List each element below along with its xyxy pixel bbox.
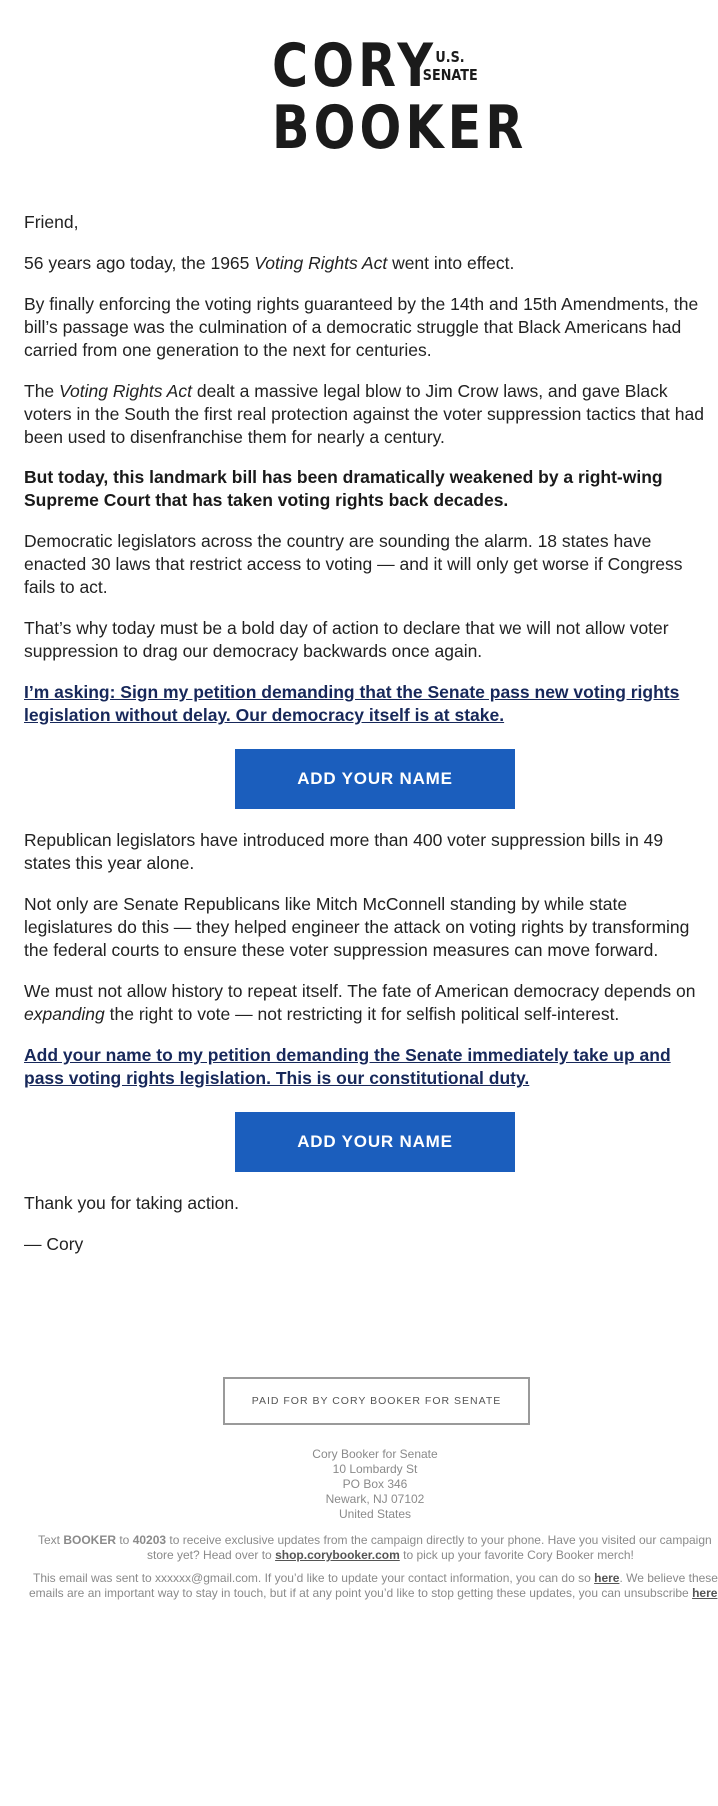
add-your-name-button-2[interactable]: ADD YOUR NAME bbox=[235, 1112, 515, 1172]
paragraph-8-line-3: the federal courts to ensure these voter suppression measures can move forward. bbox=[24, 940, 659, 960]
paragraph-5-line-1: Democratic legislators across the country are sounding the alarm. 18 states have bbox=[24, 531, 652, 551]
paragraph-9-line-2: expanding the right to vote — not restricting it for selfish political self-interest. bbox=[24, 1004, 620, 1024]
paragraph-6-line-2: suppression to drag our democracy backwards once again. bbox=[24, 641, 483, 661]
paragraph-5-line-2: enacted 30 laws that restrict access to voting — and it will only get worse if Congress bbox=[24, 554, 683, 574]
signoff: — Cory bbox=[24, 1234, 84, 1254]
text-promo-line-1: Text BOOKER to 40203 to receive exclusive updates from the campaign directly to your phone. Have you visited our campaign bbox=[38, 1533, 712, 1547]
thanks-line: Thank you for taking action. bbox=[24, 1193, 239, 1213]
paragraph-2-line-2: bill’s passage was the culmination of a democratic struggle that Black Americans had bbox=[24, 317, 682, 337]
update-contact-link[interactable]: here bbox=[594, 1571, 620, 1585]
paragraph-2-line-1: By finally enforcing the voting rights guaranteed by the 14th and 15th Amendments, the bbox=[24, 294, 699, 314]
paid-for-disclaimer: PAID FOR BY CORY BOOKER FOR SENATE bbox=[223, 1377, 530, 1425]
logo-line-1: CORY bbox=[272, 31, 438, 101]
logo-line-2: BOOKER bbox=[272, 93, 528, 163]
greeting: Friend, bbox=[24, 212, 79, 232]
paragraph-7-line-2: states this year alone. bbox=[24, 853, 195, 873]
address-line-4: Newark, NJ 07102 bbox=[325, 1492, 425, 1506]
paragraph-5-line-3: fails to act. bbox=[24, 577, 108, 597]
cory-booker-senate-logo bbox=[272, 31, 528, 163]
unsubscribe-link[interactable]: here bbox=[692, 1586, 718, 1600]
text-promo-line-2: store yet? Head over to shop.corybooker.com to pick up your favorite Cory Booker merch! bbox=[147, 1548, 634, 1562]
paragraph-1: 56 years ago today, the 1965 Voting Rights Act went into effect. bbox=[24, 253, 515, 273]
unsubscribe-line-1: This email was sent to xxxxxx@gmail.com. If you’d like to update your contact information, you can do so here. We believe these bbox=[33, 1571, 718, 1585]
paragraph-8-line-2: legislatures do this — they helped engineer the attack on voting rights by transforming bbox=[24, 917, 690, 937]
paragraph-8-line-1: Not only are Senate Republicans like Mitch McConnell standing by while state bbox=[24, 894, 628, 914]
unsubscribe-line-2: emails are an important way to stay in touch, but if at any point you’d like to stop getting these updates, you can unsubscribe here bbox=[29, 1586, 718, 1600]
paragraph-2-line-3: carried from one generation to the next for centuries. bbox=[24, 340, 432, 360]
paragraph-7-line-1: Republican legislators have introduced more than 400 voter suppression bills in 49 bbox=[24, 830, 664, 850]
address-line-1: Cory Booker for Senate bbox=[312, 1447, 438, 1461]
paragraph-9-line-1: We must not allow history to repeat itself. The fate of American democracy depends on bbox=[24, 981, 696, 1001]
logo-badge: U.S. SENATE bbox=[422, 48, 478, 84]
paragraph-3-line-1: The Voting Rights Act dealt a massive legal blow to Jim Crow laws, and gave Black bbox=[24, 381, 668, 401]
paragraph-3-line-2: voters in the South the first real protection against the voter suppression tactics that had bbox=[24, 404, 704, 424]
petition-link-2-line-2[interactable]: pass voting rights legislation. This is our constitutional duty. bbox=[24, 1068, 530, 1088]
emphasis-line-2: Supreme Court that has taken voting rights back decades. bbox=[24, 490, 509, 510]
emphasis-line-1: But today, this landmark bill has been dramatically weakened by a right-wing bbox=[24, 467, 663, 487]
address-line-2: 10 Lombardy St bbox=[332, 1462, 418, 1476]
petition-link-2-line-1[interactable]: Add your name to my petition demanding the Senate immediately take up and bbox=[24, 1045, 671, 1065]
paragraph-3-line-3: been used to disenfranchise them for nearly a century. bbox=[24, 427, 445, 447]
paragraph-6-line-1: That’s why today must be a bold day of action to declare that we will not allow voter bbox=[24, 618, 669, 638]
petition-link-1-line-2[interactable]: legislation without delay. Our democracy itself is at stake. bbox=[24, 705, 505, 725]
add-your-name-button-1[interactable]: ADD YOUR NAME bbox=[235, 749, 515, 809]
address-line-3: PO Box 346 bbox=[342, 1477, 408, 1491]
shop-link[interactable]: shop.corybooker.com bbox=[275, 1548, 400, 1562]
petition-link-1-line-1[interactable]: I’m asking: Sign my petition demanding that the Senate pass new voting rights bbox=[24, 682, 680, 702]
address-line-5: United States bbox=[338, 1507, 412, 1521]
